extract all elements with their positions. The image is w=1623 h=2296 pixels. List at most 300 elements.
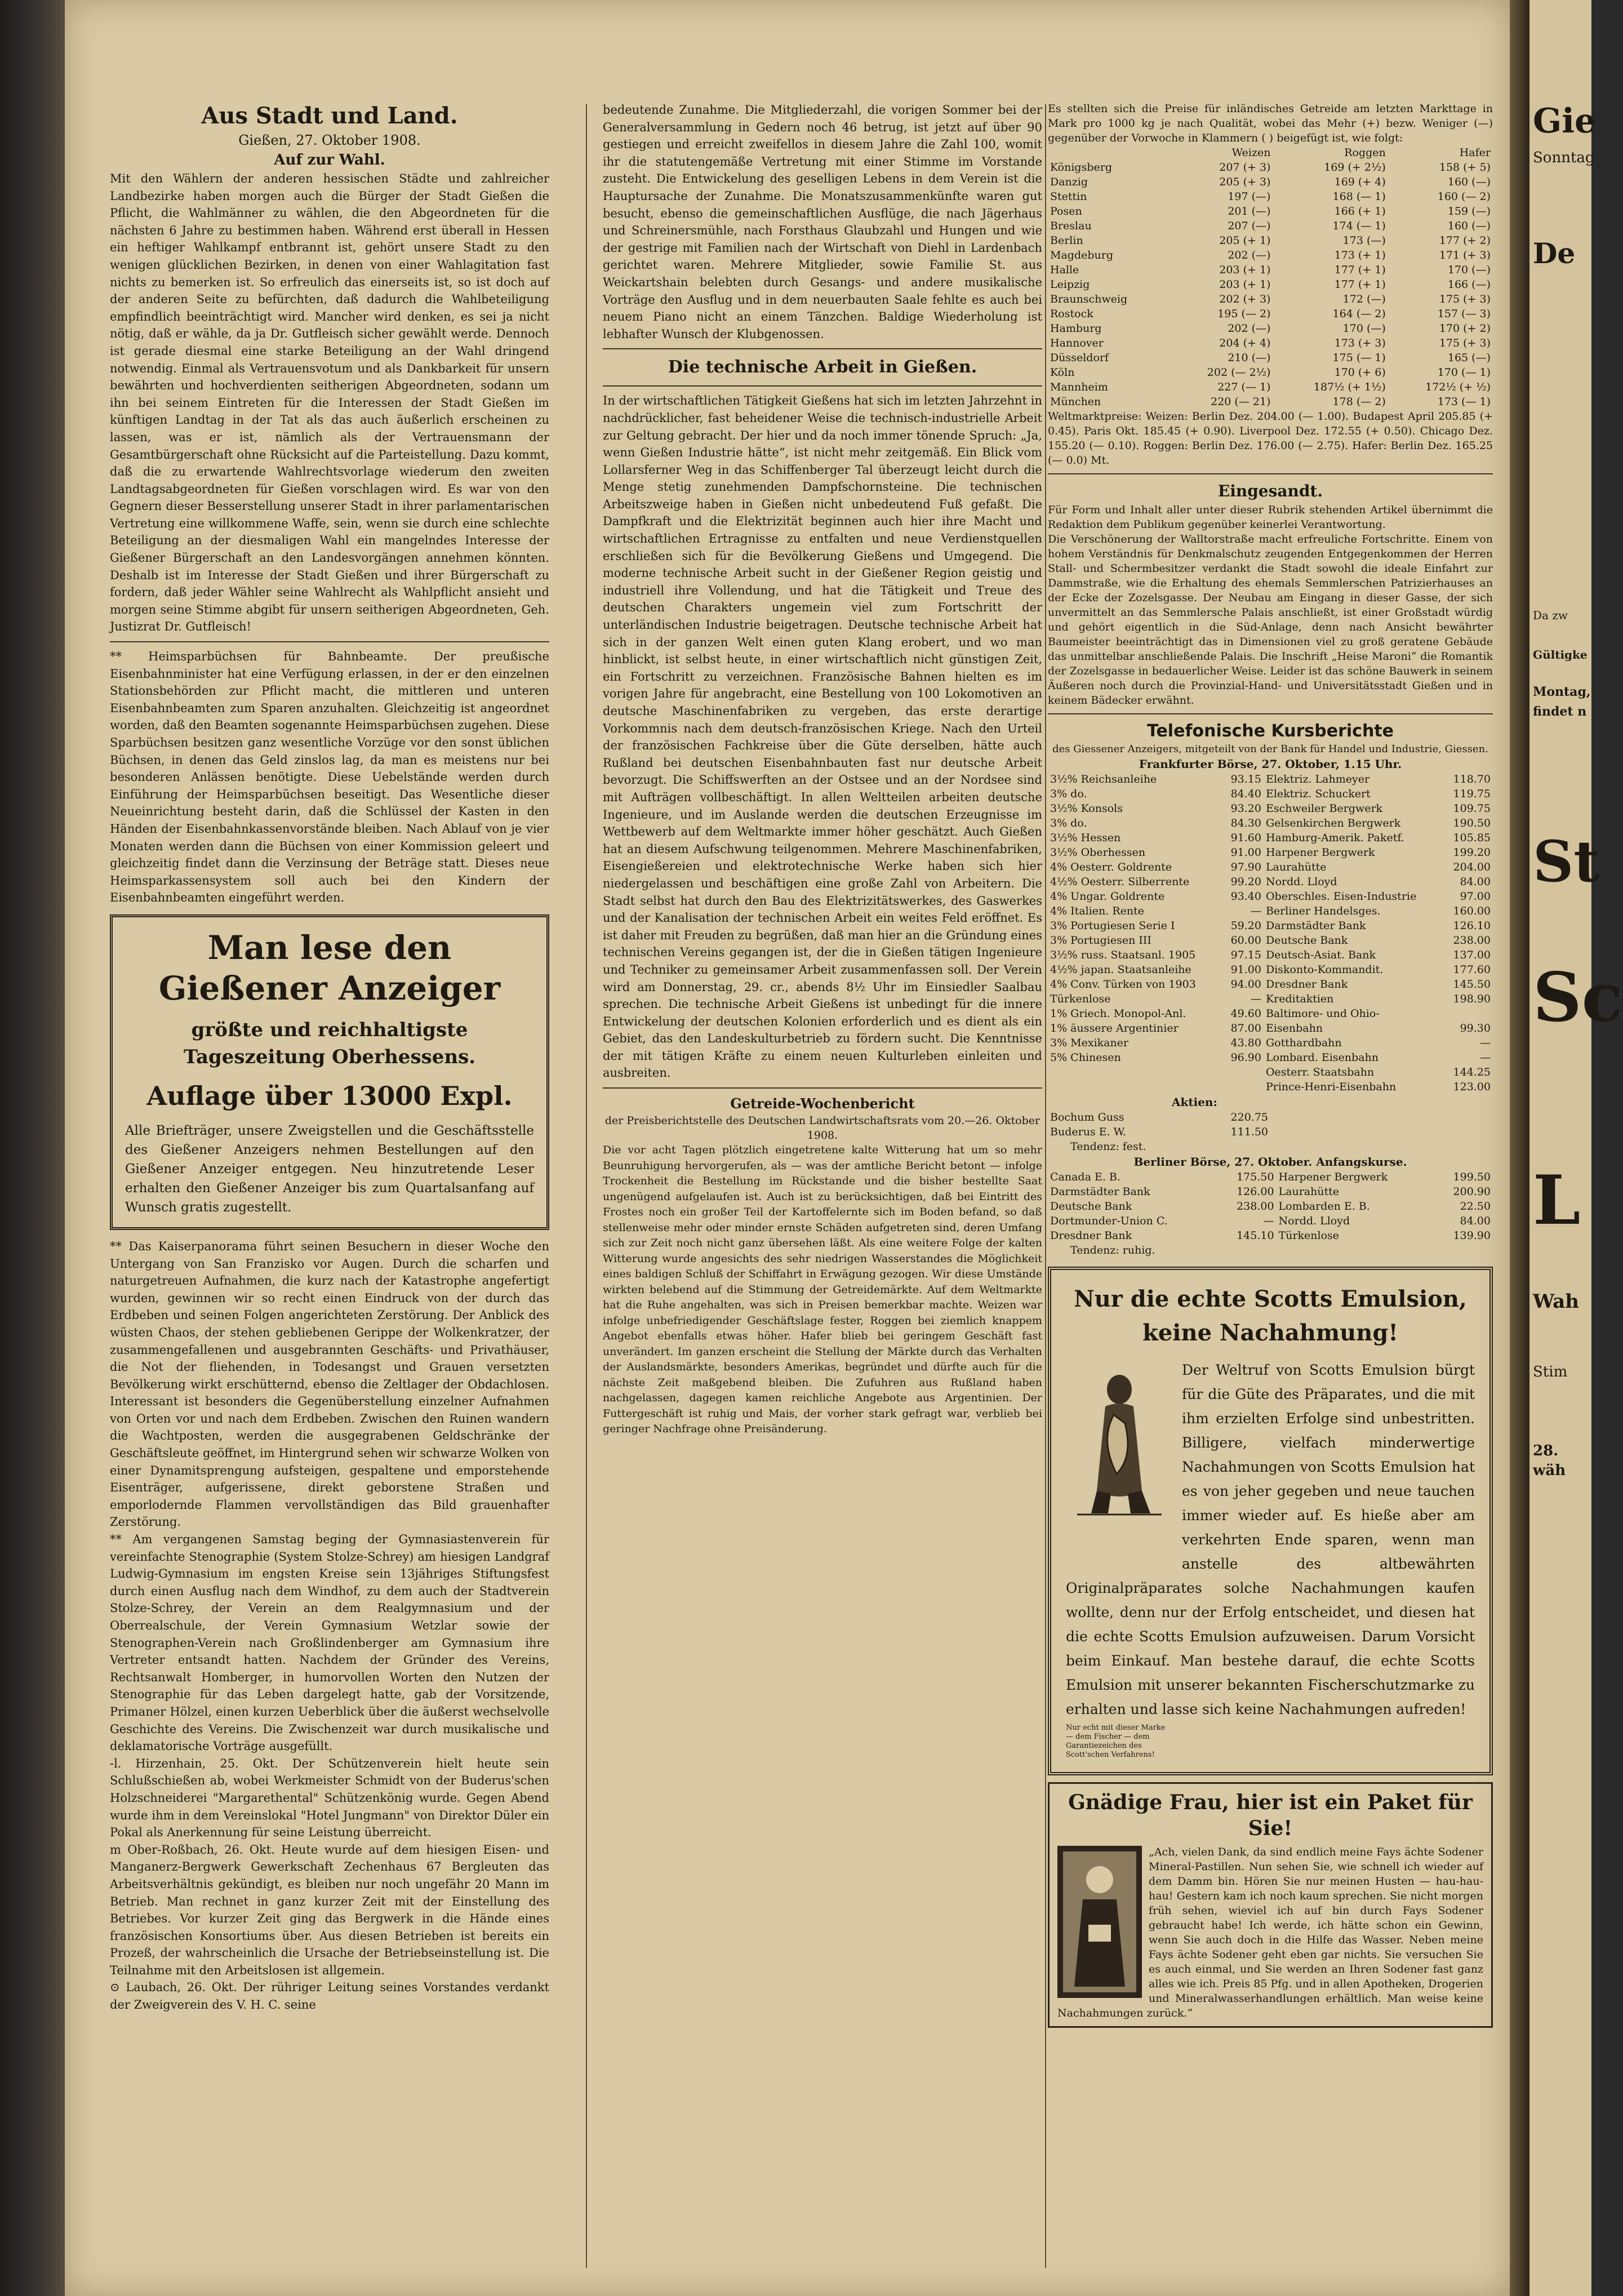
article-body: ⊙ Laubach, 26. Okt. Der rühriger Leitung seines Vorstandes verdankt der Zweigverein des V. H. C. seine xyxy=(110,1980,549,2012)
table-row xyxy=(1048,365,1493,380)
article-body: ** Das Kaiserpanorama führt seinen Besuchern in dieser Woche den Untergang von San Franzisko vor Augen. Durch die scharfen und naturgetreuen Aufnahmen, die kurz nach der Katastrophe angefertigt wurden, gewinnen wir so recht einen Eindruck von der durch das Erdbeben und seinen Folgen angerichteten Zerstörung. Der Anblick des wüsten Chaos, der stehen gebliebenen Gerippe der Wolkenkratzer, der zusammengefallenen und ausgebrannten Geschäfts- und Privathäuser, die Not der fliehenden, in Todesangst und Grauen versetzten Bevölkerung wirkt erschütternd, ebenso die Zeltlager der Obdachlosen. Interessant ist besonders die Gegenüberstellung einzelner Aufnahmen von Orten vor und nach dem Erdbeben. Zwischen den Ruinen wandern die Wachtposten, werden die ausgegrabenen Geldschränke der Geschäftsleute geöffnet, im Hintergrund sehen wir schwarze Wolken von einer Dynamitsprengung aufsteigen, gespaltene und emporstehende Eisenträger, aufgerissene, direkt geborstene Straßen und emporlodernde Flammen vervollständigen das Bild grauenhafter Zerstörung. xyxy=(110,1239,550,1529)
aktien-table xyxy=(1048,1110,1270,1139)
table-cell: 173 (— 1) xyxy=(1437,396,1491,408)
article-title: Die technische Arbeit in Gießen. xyxy=(668,357,977,378)
stock-report-title: Telefonische Kursberichte xyxy=(1146,721,1394,741)
table-row xyxy=(1048,874,1493,889)
table-row xyxy=(1048,175,1493,189)
table-cell: 43.80 xyxy=(1230,1037,1261,1049)
table-cell: 202 (— 2½) xyxy=(1207,366,1271,379)
berlin-header: Berliner Börse, 27. Oktober. Anfangskurse. xyxy=(1133,1155,1407,1169)
table-cell: 84.40 xyxy=(1230,788,1261,800)
table-cell: 227 (— 1) xyxy=(1217,381,1271,393)
table-row xyxy=(1048,816,1493,831)
table-cell xyxy=(1048,1065,1222,1080)
table-cell: 238.00 xyxy=(1237,1200,1274,1213)
table-cell: Oberschles. Eisen-Industrie xyxy=(1265,890,1417,903)
table-cell: 199.20 xyxy=(1453,846,1491,859)
table-cell: 202 (—) xyxy=(1228,249,1271,261)
table-cell: 4% Ungar. Goldrente xyxy=(1050,890,1165,903)
table-cell: 3% do. xyxy=(1050,788,1087,800)
table-cell: Posen xyxy=(1050,205,1082,217)
table-row xyxy=(1048,1036,1493,1050)
world-market-prices: Weltmarktpreise: Weizen: Berlin Dez. 204.00 (— 1.00). Budapest April 205.85 (+ 0.45). Paris Okt. 185.45 (+ 0.90). Liverpool Dez. 172.55 (+ 0.50). Chicago Dez. 155.20 (— 0.10). Roggen: Berlin Dez. 176.00 (— 2.75). Hafer: Berlin Dez. 165.25 (— 0.0) Mt. xyxy=(1048,410,1493,467)
soden-pastillen-ad xyxy=(1048,1782,1493,2028)
table-row xyxy=(1048,1199,1493,1214)
table-cell: Lombard. Eisenbahn xyxy=(1265,1051,1379,1064)
table-cell: Eisenbahn xyxy=(1265,1022,1323,1034)
table-cell: 1% Griech. Monopol-Anl. xyxy=(1050,1007,1186,1020)
table-cell: — xyxy=(1250,993,1261,1005)
table-cell: Nordd. Lloyd xyxy=(1265,876,1337,888)
table-cell: 170 (+ 6) xyxy=(1334,366,1386,379)
table-cell: Deutsch-Asiat. Bank xyxy=(1265,949,1376,961)
separator xyxy=(603,385,1042,387)
table-row xyxy=(1048,933,1493,948)
next-page-fragment: Gültigke xyxy=(1533,648,1588,661)
table-row xyxy=(1048,350,1493,365)
table-row xyxy=(1048,977,1493,992)
table-cell: Prince-Henri-Eisenbahn xyxy=(1265,1081,1397,1093)
table-cell: 170 (—) xyxy=(1447,264,1491,276)
table-cell: 157 (— 3) xyxy=(1437,308,1491,320)
table-cell: 158 (+ 5) xyxy=(1439,161,1491,174)
table-cell: Dortmunder-Union C. xyxy=(1050,1215,1168,1227)
table-cell: 84.00 xyxy=(1460,1215,1491,1227)
ad-subtitle: größte und reichhaltigste Tageszeitung Oberhessens. xyxy=(183,1018,476,1068)
table-cell: 3% Portugiesen Serie I xyxy=(1050,920,1175,932)
table-cell: 91.00 xyxy=(1230,846,1261,859)
woman-with-parcel-illustration-icon xyxy=(1057,1846,1142,1998)
stock-report-subtitle: des Giessener Anzeigers, mitgeteilt von der Bank für Handel und Industrie, Giessen. xyxy=(1052,743,1488,755)
table-cell: 177 (+ 2) xyxy=(1439,234,1491,247)
table-cell: — xyxy=(1480,1037,1491,1049)
table-row xyxy=(1048,380,1493,394)
table-cell: 169 (+ 4) xyxy=(1334,176,1386,188)
table-row xyxy=(1048,860,1493,874)
table-cell: 93.20 xyxy=(1230,802,1261,815)
table-cell: 170 (—) xyxy=(1342,322,1386,335)
table-cell: 177.60 xyxy=(1453,963,1491,976)
dateline: Gießen, 27. Oktober 1908. xyxy=(238,132,421,148)
table-cell: 87.00 xyxy=(1230,1022,1261,1034)
table-cell: 126.10 xyxy=(1453,920,1491,932)
table-row xyxy=(1048,248,1493,263)
table-cell: Gotthardbahn xyxy=(1265,1037,1342,1049)
grain-header: Weizen xyxy=(1231,146,1271,159)
next-page-fragment: St xyxy=(1533,828,1600,895)
table-cell: 165 (—) xyxy=(1447,352,1491,364)
column-divider xyxy=(586,104,587,2268)
table-cell: 175.50 xyxy=(1237,1171,1274,1183)
table-row xyxy=(1048,204,1493,219)
table-cell: 145.50 xyxy=(1453,978,1491,991)
table-row xyxy=(1048,787,1493,801)
separator xyxy=(603,1087,1042,1089)
table-cell: 175 (— 1) xyxy=(1332,352,1386,364)
article-subtitle: der Preisberichtstelle des Deutschen Landwirtschaftsrats vom 20.—26. Oktober 1908. xyxy=(604,1114,1041,1142)
table-cell: — xyxy=(1250,905,1261,917)
tendenz: Tendenz: ruhig. xyxy=(1070,1244,1155,1256)
table-cell: 4% Oesterr. Goldrente xyxy=(1050,861,1172,873)
table-cell: 204 (+ 4) xyxy=(1219,337,1271,349)
table-cell: 96.90 xyxy=(1230,1051,1261,1064)
table-cell: Deutsche Bank xyxy=(1050,1200,1132,1213)
table-row xyxy=(1048,160,1493,175)
table-cell: 3½% Oberhessen xyxy=(1050,846,1146,859)
table-row xyxy=(1048,277,1493,292)
table-row xyxy=(1048,889,1493,904)
table-cell: 203 (+ 1) xyxy=(1219,264,1271,276)
table-cell: 99.30 xyxy=(1460,1022,1491,1034)
table-cell xyxy=(1222,1080,1264,1094)
table-cell: 166 (+ 1) xyxy=(1334,205,1386,217)
table-cell: 4% Conv. Türken von 1903 xyxy=(1050,978,1196,991)
next-page-fragment: Wah xyxy=(1533,1290,1579,1313)
article-body: Die vor acht Tagen plötzlich eingetretene kalte Witterung hat um so mehr Beunruhigung hervorgerufen, als — was der amtliche Bericht betont — infolge Trockenheit die Bestellung im Rückstande und die bisher bestellte Saat ungenügend aufgelaufen ist. Auch ist zu berücksichtigen, daß bei Eintritt des Frostes noch ein großer Teil der Kartoffelernte sich im Boden befand, so daß stellenweise mehr oder minder ernste Schäden aufgetreten sind, deren Umfang sich zur Zeit noch nicht ganz übersehen läßt. Als eine weitere Folge der kalten Witterung wurde angesichts des sehr niedrigen Wasserstandes die Möglichkeit eines baldigen Schluß der Schiffahrt in Erwägung gezogen. Wir diese Umstände wirkten belebend auf die Stimmung der Getreidemärkte. Auf dem Weltmarkte hat die Ruhe angehalten, was sich in Preisen bemerkbar machte. Weizen war infolge unbefriedigender Geschäftslage fester, Roggen bei ziemlich knappem Angebot ebenfalls etwas höher. Hafer blieb bei geringem Geschäft fast unverändert. Im ganzen erscheint die Stellung der Märkte durch das Verhalten der Auslandsmärkte, besonders Amerikas, begründet und dürfte auch für die nächste Zeit maßgebend bleiben. Die Zufuhren aus Rußland haben nachgelassen, dagegen kamen reichliche Angebote aus Argentinien. Der Futtergeschäft ist ruhig und Mais, der vorher stark gefragt war, verblieb bei geringer Nachfrage ohne Preisänderung. xyxy=(603,1144,1042,1436)
table-row xyxy=(1048,1110,1270,1125)
table-cell: 207 (—) xyxy=(1228,220,1271,232)
table-cell: 109.75 xyxy=(1453,802,1491,815)
table-row xyxy=(1048,962,1493,977)
table-row xyxy=(1048,189,1493,204)
table-cell: 238.00 xyxy=(1453,934,1491,947)
table-cell xyxy=(1444,1006,1493,1021)
table-cell: 93.40 xyxy=(1230,890,1261,903)
table-row xyxy=(1048,992,1493,1006)
newspaper-page xyxy=(65,0,1510,2296)
table-row xyxy=(1048,263,1493,277)
table-cell: 207 (+ 3) xyxy=(1219,161,1271,174)
table-cell: Türkenlose xyxy=(1278,1229,1340,1242)
table-cell: Nordd. Lloyd xyxy=(1278,1215,1350,1227)
table-cell: 170 (— 1) xyxy=(1437,366,1491,379)
table-cell: 105.85 xyxy=(1453,832,1491,844)
table-cell: 202 (—) xyxy=(1228,322,1271,335)
separator xyxy=(603,348,1042,349)
article-body: Die Verschönerung der Walltorstraße macht erfreuliche Fortschritte. Einem von hohem Verständnis für Denkmalschutz zeugenden Entgegenkommen der Herren Stall- und Schermbesitzer verdankt die Stadt sowohl die ideale Einfahrt zur Dammstraße, wie die Erhaltung des ehemals Semmlerschen Patrizierhauses an der Ecke der Zozelsgasse. Der Neubau am Eingang in dieser Gasse, der sich unvermittelt an das Semmlersche Palais anschließt, ist einer Großstadt würdig und gehört eigentlich in die Süd-Anlage, denn nach Ansicht bewährter Baumeister beeinträchtigt das in Dimensionen viel zu groß geratene Gebäude das unmittelbar anschließende Palais. Die Inschrift „Heise Maroni“ die Romantik der Zozelsgasse in bedauerlicher Weise. Leider ist das schöne Bauwerk in seinem Äußeren noch durch die Provinzial-Hand- und Universitätsstadt Gießen und in keinem Bädecker erwähnt. xyxy=(1048,533,1493,707)
table-cell: 4% Italien. Rente xyxy=(1050,905,1145,917)
table-cell: 166 (—) xyxy=(1447,278,1491,291)
table-row xyxy=(1048,321,1493,336)
table-cell: Bochum Guss xyxy=(1050,1111,1124,1123)
article-title: Getreide-Wochenbericht xyxy=(730,1095,915,1112)
table-cell: Kreditaktien xyxy=(1265,993,1334,1005)
aktien-header: Aktien: xyxy=(1172,1095,1217,1109)
table-cell: 111.50 xyxy=(1230,1126,1268,1138)
column-right xyxy=(1048,101,1493,2028)
page-gutter xyxy=(1510,0,1529,2296)
table-cell: 172 (—) xyxy=(1342,293,1386,305)
table-cell: 160 (—) xyxy=(1447,220,1491,232)
table-cell: 99.20 xyxy=(1230,876,1261,888)
table-cell xyxy=(1048,1080,1222,1094)
article-title: Eingesandt. xyxy=(1217,482,1323,500)
next-page-fragment: wäh xyxy=(1533,1462,1566,1479)
table-cell: Stettin xyxy=(1050,190,1087,203)
table-cell: 4½% japan. Staatsanleihe xyxy=(1050,963,1191,976)
table-cell: 3½% Reichsanleihe xyxy=(1050,773,1157,785)
grain-price-table xyxy=(1048,145,1493,409)
table-cell: 22.50 xyxy=(1460,1200,1491,1213)
table-cell: Lombarden E. B. xyxy=(1278,1200,1370,1213)
fisherman-trademark-icon xyxy=(1066,1361,1173,1558)
next-page-edge xyxy=(1529,0,1623,2296)
table-cell: Darmstädter Bank xyxy=(1050,1185,1150,1198)
table-cell: Hamburg-Amerik. Paketf. xyxy=(1265,832,1404,844)
table-cell: 97.00 xyxy=(1460,890,1491,903)
table-cell: 198.90 xyxy=(1453,993,1491,1005)
table-cell: Laurahütte xyxy=(1278,1185,1340,1198)
table-cell: Türkenlose xyxy=(1050,993,1111,1005)
table-cell: Rostock xyxy=(1050,308,1093,320)
table-cell: 159 (—) xyxy=(1447,205,1491,217)
table-cell: 174 (— 1) xyxy=(1332,220,1386,232)
next-page-fragment: Montag, xyxy=(1533,685,1591,699)
frankfurt-header: Frankfurter Börse, 27. Oktober, 1.15 Uhr. xyxy=(1139,757,1402,771)
table-cell: 195 (— 2) xyxy=(1217,308,1271,320)
book-binding xyxy=(0,0,68,2296)
table-cell: 144.25 xyxy=(1453,1066,1491,1078)
next-page-fragment: findet n xyxy=(1533,704,1587,719)
table-cell: 205 (+ 3) xyxy=(1219,176,1271,188)
table-cell: 177 (+ 1) xyxy=(1334,264,1386,276)
next-page-fragment: Stim xyxy=(1533,1364,1568,1380)
scott-ad-title: Nur die echte Scotts Emulsion, keine Nachahmung! xyxy=(1074,1286,1467,1346)
table-cell: Danzig xyxy=(1050,176,1088,188)
column-middle xyxy=(603,101,1042,1437)
table-row xyxy=(1048,1021,1493,1036)
table-row xyxy=(1048,918,1493,933)
table-cell: 139.90 xyxy=(1453,1229,1491,1242)
grain-header: Hafer xyxy=(1459,146,1491,159)
table-cell: 178 (— 2) xyxy=(1332,396,1386,408)
article-body: m Ober-Roßbach, 26. Okt. Heute wurde auf dem hiesigen Eisen- und Manganerz-Bergwerk Gewerkschaft Zechenhaus 67 Bergleuten das Arbeitsverhältnis gekündigt, es bleiben nur noch ungefähr 20 Mann im Betrieb. Man rechnet in ganz kurzer Zeit mit der Einstellung des Betriebes. Vor kurzer Zeit ging das Bergwerk in die Hände eines französischen Konsortiums über. Aus diesen Betrieben ist bereits ein Prozeß, der wahrscheinlich die Ursache der Betriebseinstellung ist. Die Teilnahme mit den Arbeitslosen ist allgemein. xyxy=(110,1842,549,1977)
table-cell: München xyxy=(1050,396,1101,408)
table-cell: 205 (+ 1) xyxy=(1219,234,1271,247)
table-row xyxy=(1048,845,1493,860)
soden-ad-body-wrap xyxy=(1057,1845,1483,2020)
table-row xyxy=(1048,1080,1493,1094)
table-cell: 175 (+ 3) xyxy=(1439,337,1491,349)
table-cell: Dresdner Bank xyxy=(1050,1229,1132,1242)
table-cell: 49.60 xyxy=(1230,1007,1261,1020)
table-cell: Harpener Bergwerk xyxy=(1278,1171,1388,1183)
table-row xyxy=(1048,831,1493,845)
article-body: bedeutende Zunahme. Die Mitgliederzahl, die vorigen Sommer bei der Generalversammlung in Gedern noch 46 betrug, ist jetzt auf über 90 gestiegen und erreicht zweifellos in diesem Jahre die Zahl 100, womit ihr die statutengemäße Vertretung mit einer Stimme im Vorstande zusteht. Die Entwickelung des geselligen Lebens in dem Verein ist die Hauptursache der Zunahme. Die Monatszusammenkünfte waren gut besucht, ebenso die gemeinschaftlichen Ausflüge, die nach Jägerhaus und Schreinersmühle, nach Forsthaus Glaubzahl und Hungen und wie der gestrige mit Familien nach der Wirtschaft von Diehl in Lardenbach gerichtet waren. Mehrere Mitglieder, sowie Familie St. aus Weickartshain belebten durch Gesangs- und andere musikalische Vorträge den Ausflug und in dem neuerbauten Saale fehlte es auch bei neuem Piano nicht an einem Tänzchen. Baldige Wiederholung ist lebhafter Wunsch der Klubgenossen. xyxy=(603,103,1042,341)
table-cell: 126.00 xyxy=(1237,1185,1274,1198)
frankfurt-table xyxy=(1048,772,1493,1094)
article-title: Auf zur Wahl. xyxy=(274,152,385,168)
table-cell: Berliner Handelsges. xyxy=(1265,905,1381,917)
table-cell: 5% Chinesen xyxy=(1050,1051,1121,1064)
table-cell: 173 (—) xyxy=(1342,234,1386,247)
next-page-fragment: Gie xyxy=(1533,101,1597,141)
table-cell: 170 (+ 2) xyxy=(1439,322,1491,335)
table-cell: Eschweiler Bergwerk xyxy=(1265,802,1383,815)
article-body: Mit den Wählern der anderen hessischen Städte und zahlreicher Landbezirke haben morgen auch die Bürger der Stadt Gießen die Pflicht, die Wahlmänner zu wählen, die den Abgeordneten für die nächsten 6 Jahre zu bestimmen haben. Während erst überall in Hessen ein heftiger Wahlkampf entbrannt ist, gehört unsere Stadt zu den wenigen glücklichen Bezirken, in denen von einer Wahlagitation fast nichts zu bemerken ist. So erfreulich das einerseits ist, so ist doch auf der anderen Seite zu befürchten, daß dadurch die Wahlbeteiligung empfindlich beeinträchtigt wird. Mancher wird denken, es sei ja nicht nötig, daß er wähle, da ja Dr. Gutfleisch sicher gewählt werde. Dennoch ist gerade diesmal eine starke Beteiligung an der Wahl dringend notwendig. Einmal als Vertrauensvotum und als Dankbarkeit für unsern bewährten und hochverdienten seitherigen Abgeordneten, sodann um ihn bei seinem Eintreten für die Interessen der Stadt Gießen im künftigen Landtag in der Tat als das auch äußerlich erscheinen zu lassen, was er ist, nämlich als der Vertrauensmann der Gesamtbürgerschaft ohne Rücksicht auf die Parteistellung. Dazu kommt, daß die zu erwartende Wahlrechtsvorlage wiederum den zweiten Landtagsabgeordneten für Gießen vorschlagen wird. Es war von den Gegnern dieser Besserstellung unserer Stadt in ihrer parlamentarischen Vertretung eine willkommene Waffe, sein, wenn sie durch eine schlechte Beteiligung an der diesmaligen Wahl ein mangelndes Interesse der Gießener Bürgerschaft an den Landesvorgängen annehmen könnten. Deshalb ist im Interesse der Stadt Gießen und ihrer Bürgerschaft zu fordern, daß jeder Wähler seine Wahlrecht als Wahlpflicht ansieht und morgen seine Stimme abgibt für unsern seitherigen Abgeordneten, Geh. Justizrat Dr. Gutfleisch! xyxy=(110,172,549,634)
table-cell: Laurahütte xyxy=(1265,861,1327,873)
table-cell: Diskonto-Kommandit. xyxy=(1265,963,1384,976)
table-cell: 3½% Konsols xyxy=(1050,802,1123,815)
table-row xyxy=(1048,1050,1493,1065)
table-cell: 84.00 xyxy=(1460,876,1491,888)
table-row xyxy=(1048,219,1493,233)
table-cell: 123.00 xyxy=(1453,1081,1491,1093)
article-body: -l. Hirzenhain, 25. Okt. Der Schützenverein hielt heute sein Schlußschießen ab, wobei Werkmeister Schmidt von der Buderus'schen Holzschneiderei "Margarethental" Schützenkönig wurde. Gegen Abend wurde ihm in dem Vereinslokal "Hotel Jungmann" von Direktor Düler ein Pokal als Anerkennung für seine Leistung überreicht. xyxy=(110,1756,549,1840)
table-row xyxy=(1048,1170,1493,1184)
section-header: Aus Stadt und Land. xyxy=(201,103,458,129)
table-cell: 199.50 xyxy=(1453,1171,1491,1183)
article-body: ** Am vergangenen Samstag beging der Gymnasiastenverein für vereinfachte Stenographie (System Stolze-Schrey) am hiesigen Landgraf Ludwig-Gymnasium im engsten Kreise sein 13jähriges Stiftungsfest durch einen Ausflug nach dem Windhof, zu dem auch der Stadtverein Stolze-Schrey, der Verein an dem Realgymnasium und der Oberrealschule, der Verein Gymnasium Wetzlar sowie der Stenographen-Verein nach Großlindenberger am Gymnasium ihre Vertreter entsandt hatten. Nachdem der Gründer des Vereins, Rechtsanwalt Homberger, in humorvollen Worten den Nutzen der Stenographie für das Leben dargelegt hatte, gab der Vorsitzende, Primaner Hölzel, einen kurzen Ueberblick über die äußerst wechselvolle Geschichte des Vereins. Die Zwischenzeit war durch musikalische und deklamatorische Vorträge ausgefüllt. xyxy=(110,1533,549,1753)
table-row xyxy=(1048,1184,1493,1199)
table-cell: 97.90 xyxy=(1230,861,1261,873)
table-cell: 200.90 xyxy=(1453,1185,1491,1198)
next-page-fragment: De xyxy=(1533,237,1576,270)
table-cell: Berlin xyxy=(1050,234,1083,247)
table-cell: Dresdner Bank xyxy=(1265,978,1348,991)
table-cell: Elektriz. Schuckert xyxy=(1265,788,1371,800)
grain-intro: Es stellten sich die Preise für inländisches Getreide am letzten Markttage in Mark pro 1000 kg je nach Qualität, wobei das Mehr (+) bezw. Weniger (—) gegenüber der Vorwoche in Klammern ( ) beigefügt ist, wie folgt: xyxy=(1048,103,1493,144)
table-cell: Buderus E. W. xyxy=(1050,1126,1126,1138)
table-cell: Elektriz. Lahmeyer xyxy=(1265,773,1370,785)
table-cell: Leipzig xyxy=(1050,278,1090,291)
table-cell: 203 (+ 1) xyxy=(1219,278,1271,291)
table-row xyxy=(1048,1214,1493,1228)
table-cell: 171 (+ 3) xyxy=(1439,249,1491,261)
table-cell: Düsseldorf xyxy=(1050,352,1109,364)
table-cell: 202 (+ 3) xyxy=(1219,293,1271,305)
table-cell: 97.15 xyxy=(1230,949,1261,961)
table-cell: Harpener Bergwerk xyxy=(1265,846,1375,859)
table-cell: 168 (— 1) xyxy=(1332,190,1386,203)
table-cell: Halle xyxy=(1050,264,1079,276)
table-cell: 93.15 xyxy=(1230,773,1261,785)
table-cell: 84.30 xyxy=(1230,817,1261,829)
soden-ad-text: „Ach, vielen Dank, da sind endlich meine Fays ächte Sodener Mineral-Pastillen. Nun sehen Sie, wie schnell ich wieder auf dem Damm bin. Hören Sie nur meinen Husten — hau-hau-hau! Gestern kam ich noch kaum sprechen. Sie nicht morgen früh sehen, wieviel ich auf bin durch Fays Sodener gebraucht habe! Ich werde, ich hätte schon ein Gewinn, wenn Sie auch doch in die Hilfe das Wasser. Neben meine Fays ächte Sodener geht eben gar nichts. Sie versuchen Sie es auch einmal, und Sie werden an Ihren Sodener fast ganz alles wie ich. Preis 85 Pfg. und in allen Apotheken, Drogerien und Mineralwasserhandlungen erhältlich. Man weise keine Nachahmungen zurück.“ xyxy=(1057,1846,1483,2019)
table-cell: 3½% russ. Staatsanl. 1905 xyxy=(1050,949,1196,961)
table-cell: Köln xyxy=(1050,366,1075,379)
table-row xyxy=(1048,336,1493,350)
table-cell: 3% Mexikaner xyxy=(1050,1037,1129,1049)
table-cell: Deutsche Bank xyxy=(1265,934,1348,947)
table-cell: Baltimore- und Ohio- xyxy=(1265,1007,1380,1020)
table-cell: 118.70 xyxy=(1453,773,1491,785)
table-cell: Gelsenkirchen Bergwerk xyxy=(1265,817,1401,829)
table-cell: 160 (— 2) xyxy=(1437,190,1491,203)
ad-title: Man lese den Gießener Anzeiger xyxy=(158,928,501,1007)
table-cell: 204.00 xyxy=(1453,861,1491,873)
table-cell: 173 (+ 1) xyxy=(1334,249,1386,261)
table-cell: 119.75 xyxy=(1453,788,1491,800)
table-cell: 197 (—) xyxy=(1228,190,1271,203)
disclaimer: Für Form und Inhalt aller unter dieser Rubrik stehenden Artikel übernimmt die Redaktion dem Publikum gegenüber keinerlei Verantwortung. xyxy=(1048,504,1493,531)
next-page-fragment: 28. xyxy=(1533,1442,1559,1459)
table-row xyxy=(1048,307,1493,321)
table-cell: — xyxy=(1263,1215,1274,1227)
table-cell: 220 (— 21) xyxy=(1211,396,1271,408)
table-row xyxy=(1048,948,1493,962)
table-cell: 91.00 xyxy=(1230,963,1261,976)
table-cell: Hamburg xyxy=(1050,322,1102,335)
table-cell: 160 (—) xyxy=(1447,176,1491,188)
table-cell xyxy=(1222,1065,1264,1080)
table-cell: Breslau xyxy=(1050,220,1092,232)
table-row xyxy=(1048,233,1493,248)
column-divider xyxy=(1045,104,1046,2268)
next-page-fragment: L xyxy=(1533,1161,1581,1240)
table-row xyxy=(1048,1006,1493,1021)
table-row xyxy=(1048,1065,1493,1080)
table-cell: 60.00 xyxy=(1230,934,1261,947)
soden-ad-title: Gnädige Frau, hier ist ein Paket für Sie! xyxy=(1068,1791,1473,1840)
table-cell: 177 (+ 1) xyxy=(1334,278,1386,291)
table-cell: 169 (+ 2½) xyxy=(1324,161,1386,174)
article-body: ** Heimsparbüchsen für Bahnbeamte. Der preußische Eisenbahnminister hat eine Verfügung erlassen, in der er den einzelnen Stationsbehörden zur Pflicht macht, die mittleren und unteren Eisenbahnbeamten zum Sparen anzuhalten. Gleichzeitig ist angeordnet worden, daß den Beamten sogenannte Heimsparbüchsen zugehen. Diese Sparbüchsen besitzen ganz wesentliche Vorzüge vor den sonst üblichen Büchsen, in denen das Geld zinslos lag, da man es meistens nur bei besonderen Anlässen benötigte. Diese Uebelstände werden durch Einführung der Heimsparbüchsen beseitigt. Das Wesentliche dieser Neueinrichtung besteht darin, daß die Schlüssel der Kasten in den Händen der Eisenbahnkassenvorstände bleiben. Nach Ablauf von je vier Monaten werden dann die Büchsen von einer Kommission geleert und gleichzeitig findet dann die Verzinsung der Beträge statt. Dieses neue Heimsparkassensystem soll auch bei den Kindern der Eisenbahnbeamten eingeführt werden. xyxy=(110,650,549,905)
table-cell: 91.60 xyxy=(1230,832,1261,844)
table-row xyxy=(1048,292,1493,307)
table-cell: 1% äussere Argentinier xyxy=(1050,1022,1179,1034)
table-cell: 145.10 xyxy=(1237,1229,1274,1242)
table-cell: 3% Portugiesen III xyxy=(1050,934,1151,947)
article-body: In der wirtschaftlichen Tätigkeit Gießens hat sich im letzten Jahrzehnt in nachdrücklicher, fast beheidener Weise die technisch-industrielle Arbeit zur Geltung gebracht. Der hier und da noch immer tönende Spruch: „Ja, wenn Gießen Industrie hätte“, ist nicht mehr zeitgemäß. Ein Blick vom Lollarsferner Weg in das Schiffenberger Tal überzeugt leicht durch die Menge stetig zunehmenden Dampfschornsteine. Die technischen Arbeitszweige haben in Gießen nicht unbedeutend Fuß gefaßt. Die Dampfkraft und die Elektrizität beginnen auch hier ihre Macht und wirtschaftlichen Ertragnisse zu entfalten und neue Verdienstquellen erschließen sich für die Bevölkerung Gießens und Umgegend. Die moderne technische Arbeit sucht in der Gießener Region geistig und industriell ihre Vollendung, und hat die Tätigkeit und Treue des deutschen Charakters ungemein viel zum Fortschritt der unterländischen Industrie beigetragen. Deutsche technische Arbeit hat sich in der ganzen Welt einen guten Klang erobert, und wo man hinblickt, ist selbst heute, in einer wirtschaftlich nicht günstigen Zeit, ein Fortschritt zu verzeichnen. Französische Bahnen hielten es im vorigen Jahre für angebracht, eine Bestellung von 100 Lokomotiven an deutsche Maschinenfabriken zu vergeben, das erste derartige Vorkommnis nach dem deutsch-französischen Kriege. Nach den Urteil der französischen Fachkreise über die Güte derselben, hätte auch Rußland bei deutschen Eisenbahnbauten fast nur deutsche Arbeit bevorzugt. Die Schiffswerften an der Ostsee und an der Nordsee sind mit Aufträgen vollbeschäftigt. In allen Weltteilen arbeiten deutsche Ingenieure, und im Auslande werden die deutschen Erzeugnisse im Wettbewerb auf dem Weltmarkte immer höher geschätzt. Auch Gießen hat an diesem Aufschwung teilgenommen. Mehrere Maschinenfabriken, Eisengießereien und elektrotechnische Werke haben sich hier niedergelassen und beschäftigen eine große Zahl von Arbeitern. Die Stadt selbst hat durch den Bau des Elektrizitätswerkes, des Gaswerkes und der Kanalisation der technischen Arbeit ein weites Feld eröffnet. Es ist daher mit Freuden zu begrüßen, daß man hier an die Gründung eines technischen Vereins gegangen ist, der die in Gießen tätigen Ingenieure und Techniker zu gemeinsamer Arbeit zusammenfassen soll. Der Verein wird am Donnerstag, 29. cr., abends 8½ Uhr im Einsiedler Saalbau sprechen. Die technische Arbeit Gießens ist unbedingt für die innere Entwickelung der deutschen Kolonien erforderlich und es dient als ein Gebiet, das den Landeskulturbetrieb zu fördern sucht. Die Kenntnisse der mit tätigen Kräfte zu einem neuen Kulturleben einleiten und ausbreiten. xyxy=(603,394,1042,1080)
ad-body: Alle Briefträger, unsere Zweigstellen und die Geschäftsstelle des Gießener Anzeigers nehmen Bestellungen auf den Gießener Anzeiger entgegen. Neu hinzutretende Leser erhalten den Gießener Anzeiger bis zum Quartalsanfang auf Wunsch gratis zugestellt. xyxy=(125,1123,534,1215)
table-cell: 3½% Hessen xyxy=(1050,832,1121,844)
table-row xyxy=(1048,772,1493,787)
table-cell: 187½ (+ 1½) xyxy=(1313,381,1386,393)
table-cell: 94.00 xyxy=(1230,978,1261,991)
table-cell: 173 (+ 3) xyxy=(1334,337,1386,349)
separator xyxy=(110,641,549,642)
table-cell: 3% do. xyxy=(1050,817,1087,829)
scott-ad-body-wrap xyxy=(1066,1358,1475,1721)
table-cell: 160.00 xyxy=(1453,905,1491,917)
table-cell: 59.20 xyxy=(1230,920,1261,932)
berlin-table xyxy=(1048,1170,1493,1243)
table-cell: 220.75 xyxy=(1230,1111,1268,1123)
table-cell: 201 (—) xyxy=(1228,205,1271,217)
scott-ad-text: Der Weltruf von Scotts Emulsion bürgt für die Güte des Präparates, und die mit ihm erzielten Erfolge sind unbestritten. Billigere, vielfach minderwertige Nachahmungen von Scotts Emulsion hat es von jeher gegeben und neue tauchen immer wieder auf. Es hieße aber am verkehrten Ende sparen, wenn man anstelle des altbewährten Originalpräparates solche Nachahmungen kaufen wollte, denn nur der Erfolg entscheidet, und diesen hat die echte Scotts Emulsion aufzuweisen. Darum Vorsicht beim Einkauf. Man bestehe darauf, die echte Scotts Emulsion mit unserer bekannten Fischerschutzmarke zu erhalten und lasse sich keine Nachahmungen aufreden! xyxy=(1066,1362,1475,1717)
table-cell: Magdeburg xyxy=(1050,249,1113,261)
tendenz: Tendenz: fest. xyxy=(1070,1140,1146,1153)
table-cell: 210 (—) xyxy=(1228,352,1271,364)
next-page-fragment: Da zw xyxy=(1533,609,1568,622)
table-cell: 4½% Oesterr. Silberrente xyxy=(1050,876,1190,888)
table-row xyxy=(1048,394,1493,409)
table-cell: Darmstädter Bank xyxy=(1265,920,1366,932)
table-cell: 172½ (+ ½) xyxy=(1425,381,1491,393)
separator xyxy=(1048,473,1493,474)
table-cell: — xyxy=(1480,1051,1491,1064)
table-cell: 137.00 xyxy=(1453,949,1491,961)
separator xyxy=(1048,713,1493,714)
table-row xyxy=(1048,1228,1493,1243)
table-cell: 175 (+ 3) xyxy=(1439,293,1491,305)
table-row xyxy=(1048,801,1493,816)
table-cell: Königsberg xyxy=(1050,161,1113,174)
column-left xyxy=(110,101,549,2014)
grain-header: Roggen xyxy=(1344,146,1386,159)
table-cell: Canada E. B. xyxy=(1050,1171,1120,1183)
table-row xyxy=(1048,904,1493,918)
anzeiger-ad xyxy=(110,914,549,1230)
table-cell: Mannheim xyxy=(1050,381,1108,393)
table-cell: 164 (— 2) xyxy=(1332,308,1386,320)
table-cell: Oesterr. Staatsbahn xyxy=(1265,1066,1375,1078)
ad-circulation: Auflage über 13000 Expl. xyxy=(146,1080,513,1111)
table-cell: Hannover xyxy=(1050,337,1104,349)
table-cell: 190.50 xyxy=(1453,817,1491,829)
